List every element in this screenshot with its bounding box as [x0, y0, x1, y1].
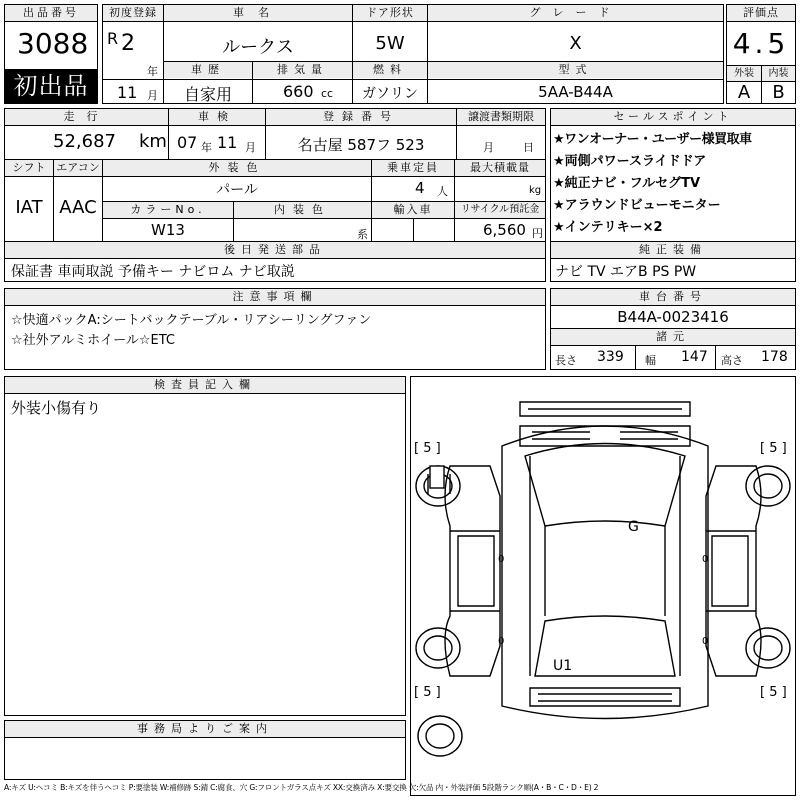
exterior-color-label: 外装色	[103, 160, 371, 176]
sales-point-item: ★純正ナビ・フルセグTV	[553, 176, 701, 191]
tire-rr-label: [ 5 ]	[760, 685, 787, 700]
fuel-label: 燃料	[353, 62, 427, 78]
fuel-value: ガソリン	[362, 86, 418, 102]
reg-month-unit: 月	[147, 89, 158, 102]
capacity-value: 4	[415, 179, 425, 197]
car-name-label: 車名	[164, 5, 352, 21]
shift-label: シフト	[5, 160, 53, 176]
displacement-value: 660	[283, 82, 314, 101]
door-value: 5W	[375, 33, 405, 54]
inspector-note: 外装小傷有り	[11, 399, 102, 417]
capacity-unit: 人	[437, 185, 448, 198]
score-box	[726, 4, 796, 104]
mileage-label: 走行	[5, 109, 168, 125]
grade-label: グレード	[428, 5, 723, 21]
tire-fr-label: [ 5 ]	[760, 441, 787, 456]
int-grade: B	[772, 82, 785, 103]
max-load-unit: kg	[529, 185, 542, 196]
later-parts-label: 後日発送部品	[5, 242, 545, 258]
score-label: 評価点	[727, 5, 795, 21]
damage-diagram-box	[410, 376, 796, 796]
mileage-value: 52,687	[53, 131, 116, 152]
length-label: 長さ	[555, 354, 577, 367]
aircon-value: AAC	[59, 197, 97, 218]
transfer-label: 譲渡書類期限	[457, 109, 545, 125]
legend-text: A:キズ U:ヘコミ B:キズを伴うヘコミ P:要塗装 W:補修跡 S:錆 C:腐食、穴 G:フロントガラス点キズ XX:交換済み X:要交換 欠:欠品 内・外装評価 5段階ランク順(A・B・C・D・E) 2	[4, 783, 599, 792]
plate-label: 登録番号	[266, 109, 456, 125]
plate-value: 名古屋 587フ 523	[297, 136, 425, 154]
recycle-label: リサイクル預託金	[455, 202, 545, 218]
reg-month: 11	[117, 83, 138, 102]
lot-label: 出品番号	[5, 5, 97, 21]
chassis-label: 車台番号	[551, 289, 795, 305]
reg-year-unit: 年	[147, 65, 158, 78]
notes-label: 注意事項欄	[5, 289, 545, 305]
import-label: 輸入車	[372, 202, 454, 218]
width-value: 147	[681, 349, 708, 365]
lot-number: 3088	[17, 27, 89, 60]
score-value: 4.5	[732, 27, 790, 60]
side-mark-left-front: 0	[498, 554, 505, 565]
inspector-box	[4, 376, 406, 716]
first-listing-badge: 初出品	[5, 69, 97, 103]
reg-era: R	[107, 29, 119, 48]
interior-color-suffix: 系	[357, 228, 368, 241]
color-no-value: W13	[151, 221, 185, 239]
inspection-year: 07	[177, 133, 198, 152]
history-label: 車歴	[164, 62, 252, 78]
history-value: 自家用	[183, 85, 232, 104]
color-no-label: カラーNo.	[103, 202, 233, 218]
ext-label: 外装	[727, 66, 761, 82]
inspection-label: 車検	[169, 109, 265, 125]
int-label: 内装	[762, 66, 795, 82]
model-label: 型式	[428, 62, 723, 78]
max-load-label: 最大積載量	[455, 160, 545, 176]
mileage-unit: km	[139, 131, 167, 152]
tire-fl-label: [ 5 ]	[414, 441, 441, 456]
inspector-label: 検査員記入欄	[5, 377, 405, 393]
sales-point-item: ★ワンオーナー・ユーザー様買取車	[553, 132, 752, 147]
ext-grade: A	[737, 82, 751, 103]
sales-points-label: セールスポイント	[551, 109, 795, 125]
side-mark-right-front: 0	[702, 554, 709, 565]
interior-color-label: 内装色	[234, 202, 371, 218]
damage-mark-g: G	[628, 519, 639, 535]
inspection-month: 11	[217, 133, 238, 152]
inspection-month-unit: 月	[245, 141, 256, 154]
reg-year: 2	[121, 31, 135, 56]
notes-box	[4, 288, 546, 370]
sales-point-item: ★アラウンドビューモニター	[553, 198, 721, 213]
car-name-value: ルークス	[222, 37, 294, 58]
notes-line: ☆社外アルミホイール☆ETC	[11, 333, 175, 348]
transfer-month-unit: 月	[483, 141, 494, 154]
height-value: 178	[761, 349, 788, 365]
recycle-unit: 円	[532, 227, 543, 240]
height-label: 高さ	[721, 354, 743, 367]
side-mark-right-rear: 0	[702, 636, 709, 647]
width-label: 幅	[645, 354, 656, 367]
sales-point-item: ★両側パワースライドドア	[553, 154, 707, 169]
sales-points-box	[550, 108, 796, 282]
displacement-label: 排気量	[253, 62, 352, 78]
capacity-label: 乗車定員	[372, 160, 454, 176]
grade-value: X	[569, 33, 582, 54]
door-label: ドア形状	[353, 5, 427, 21]
office-label: 事務局よりご案内	[5, 721, 405, 737]
dims-label: 諸元	[551, 329, 795, 345]
chassis-box	[550, 288, 796, 370]
reg-label: 初度登録	[103, 5, 163, 21]
recycle-value: 6,560	[483, 221, 526, 239]
exterior-color-value: パール	[216, 182, 258, 198]
shift-value: IAT	[15, 197, 43, 218]
vehicle-info-box	[102, 4, 724, 104]
office-box	[4, 720, 406, 780]
length-value: 339	[597, 349, 624, 365]
damage-mark-u1: U1	[553, 658, 573, 674]
notes-line: ☆快適パックA:シートバックテーブル・リアシーリングファン	[11, 313, 372, 328]
lot-box	[4, 4, 98, 104]
sales-point-item: ★インテリキー×2	[553, 220, 663, 235]
details-box	[4, 108, 546, 282]
car-diagram	[410, 376, 796, 796]
inspection-year-unit: 年	[201, 141, 212, 154]
genuine-value: ナビ TV エアB PS PW	[555, 264, 697, 280]
model-value: 5AA-B44A	[538, 83, 613, 101]
aircon-label: エアコン	[54, 160, 102, 176]
side-mark-left-rear: 0	[498, 636, 505, 647]
genuine-label: 純正装備	[551, 242, 795, 258]
later-parts-value: 保証書 車両取説 予備キー ナビロム ナビ取説	[11, 264, 295, 280]
chassis-value: B44A-0023416	[617, 308, 729, 326]
tire-rl-label: [ 5 ]	[414, 685, 441, 700]
transfer-day-unit: 日	[523, 141, 534, 154]
displacement-unit: cc	[321, 87, 334, 100]
